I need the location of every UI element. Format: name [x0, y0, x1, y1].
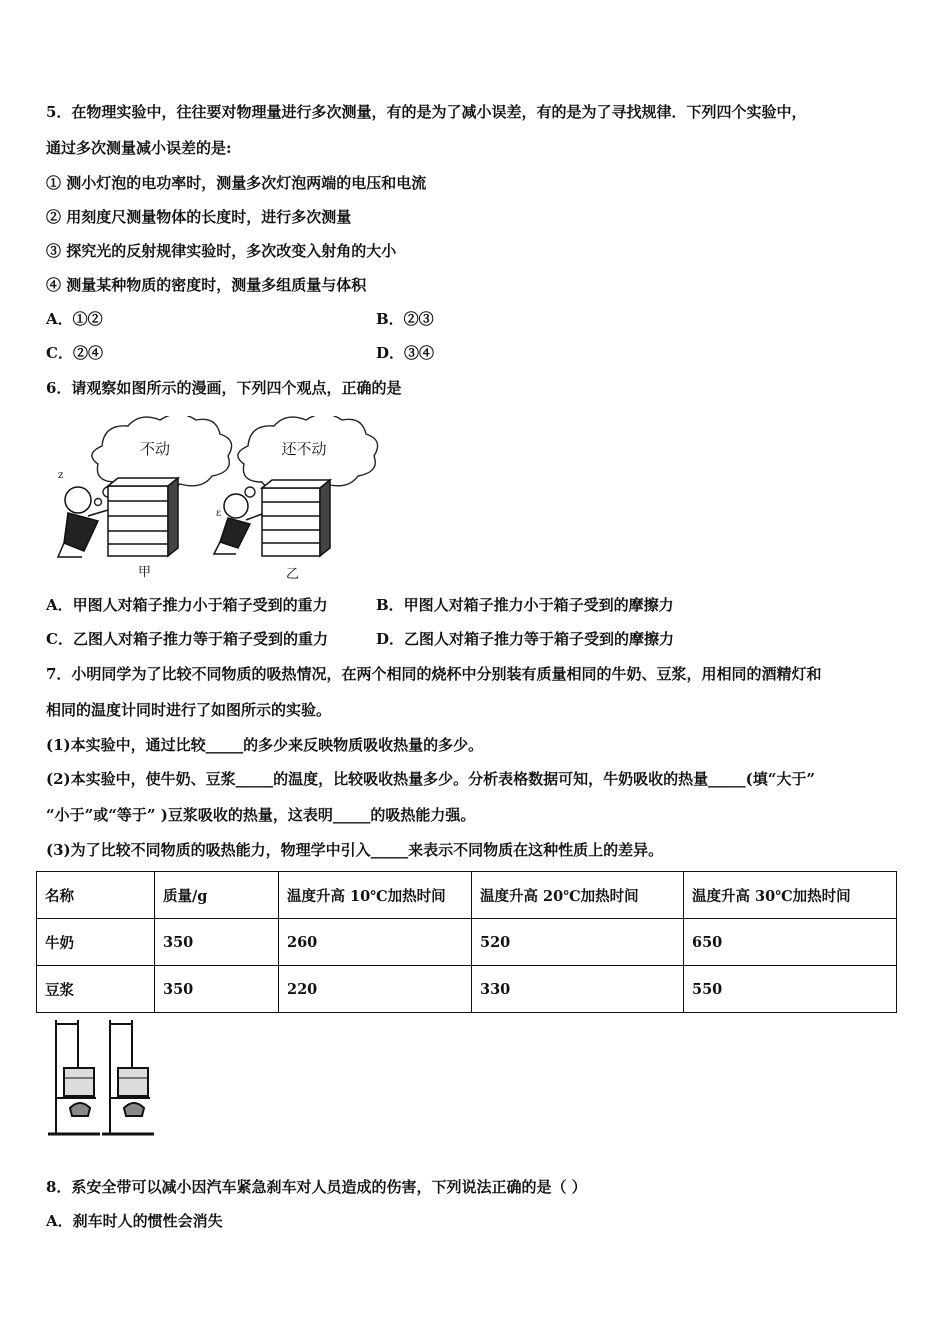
- q6-option-d: D．乙图人对箱子推力等于箱子受到的摩擦力: [376, 630, 675, 648]
- table-header-cell: 温度升高 10℃加热时间: [279, 872, 472, 919]
- crate-right: [262, 480, 330, 556]
- q7-apparatus-figure: [46, 1018, 158, 1140]
- q6-option-a: A．甲图人对箱子推力小于箱子受到的重力: [46, 596, 328, 614]
- table-cell: 350: [155, 919, 279, 966]
- q5-item-2: ② 用刻度尺测量物体的长度时，进行多次测量: [46, 208, 352, 226]
- label-right: 乙: [286, 567, 300, 582]
- bubble-left-text: 不动: [139, 440, 171, 458]
- q7-sub2-line2: “小于”或“等于” )豆浆吸收的热量，这表明_____的吸热能力强。: [46, 806, 476, 824]
- table-header-cell: 温度升高 30℃加热时间: [684, 872, 897, 919]
- q6-cartoon-figure: [50, 416, 390, 586]
- q7-stem-line2: 相同的温度计同时进行了如图所示的实验。: [46, 701, 332, 719]
- q7-sub1: (1)本实验中，通过比较_____的多少来反映物质吸收热量的多少。: [46, 736, 484, 754]
- table-header-row: [37, 872, 897, 919]
- svg-text:ε: ε: [216, 508, 222, 519]
- table-cell: 350: [155, 966, 279, 1013]
- q5-item-4: ④ 测量某种物质的密度时，测量多组质量与体积: [46, 276, 367, 294]
- table-header-cell: 质量/g: [155, 872, 279, 919]
- table-cell: 330: [472, 966, 684, 1013]
- q5-stem-line2: 通过多次测量减小误差的是:: [46, 139, 232, 157]
- table-header-cell: 名称: [37, 872, 155, 919]
- q7-data-table: [36, 871, 897, 1013]
- q7-sub3: (3)为了比较不同物质的吸热能力，物理学中引入_____来表示不同物质在这种性质上的差异。: [46, 841, 664, 859]
- q6-option-b: B．甲图人对箱子推力小于箱子受到的摩擦力: [376, 596, 674, 614]
- q5-item-1: ① 测小灯泡的电功率时，测量多次灯泡两端的电压和电流: [46, 174, 427, 192]
- table-row: [37, 919, 897, 966]
- q6-option-c: C．乙图人对箱子推力等于箱子受到的重力: [46, 630, 328, 648]
- table-cell: 豆浆: [37, 966, 155, 1013]
- q8-stem: 8．系安全带可以减小因汽车紧急刹车对人员造成的伤害，下列说法正确的是（ ）: [46, 1178, 587, 1196]
- bubble-right-text: 还不动: [281, 440, 327, 458]
- q6-stem: 6．请观察如图所示的漫画，下列四个观点，正确的是: [46, 379, 402, 397]
- q5-option-a: A．①②: [46, 310, 103, 328]
- q5-option-d: D．③④: [376, 344, 435, 362]
- table-cell: 650: [684, 919, 897, 966]
- svg-text:z: z: [58, 470, 64, 481]
- table-cell: 220: [279, 966, 472, 1013]
- q5-item-3: ③ 探究光的反射规律实验时，多次改变入射角的大小: [46, 242, 397, 260]
- table-cell: 牛奶: [37, 919, 155, 966]
- q8-option-a: A．刹车时人的惯性会消失: [46, 1212, 223, 1230]
- person-left: [58, 487, 108, 557]
- apparatus-left: [48, 1020, 100, 1134]
- q5-option-b: B．②③: [376, 310, 434, 328]
- q5-stem-line1: 5．在物理实验中，往往要对物理量进行多次测量，有的是为了减小误差，有的是为了寻找规律．下列四个实验中，: [46, 103, 807, 121]
- q7-sub2-line1: (2)本实验中，使牛奶、豆浆_____的温度，比较吸收热量多少。分析表格数据可知，牛奶吸收的热量_____(填“大于”: [46, 770, 815, 788]
- table-cell: 550: [684, 966, 897, 1013]
- table-row: [37, 966, 897, 1013]
- apparatus-right: [102, 1020, 154, 1134]
- table-cell: 260: [279, 919, 472, 966]
- label-left: 甲: [138, 565, 152, 580]
- table-header-cell: 温度升高 20℃加热时间: [472, 872, 684, 919]
- q7-stem-line1: 7．小明同学为了比较不同物质的吸热情况，在两个相同的烧杯中分别装有质量相同的牛奶、豆浆，用相同的酒精灯和: [46, 665, 822, 683]
- q5-option-c: C．②④: [46, 344, 103, 362]
- table-cell: 520: [472, 919, 684, 966]
- crate-left: [108, 478, 178, 556]
- person-right: [214, 494, 262, 554]
